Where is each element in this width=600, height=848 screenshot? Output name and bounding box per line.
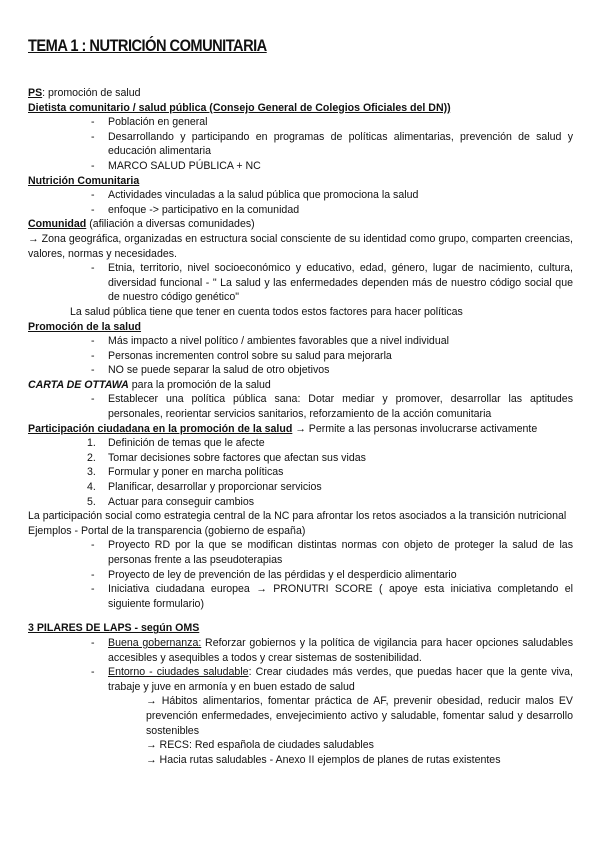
ottawa-line [28,378,573,393]
participacion-text: → Permite a las personas involucrarse activamente [292,422,538,435]
document-title: TEMA 1 : NUTRICIÓN COMUNITARIA [28,36,267,55]
list-item: - Iniciativa ciudadana europea → PRONUTRI SCORE ( apoye esta iniciativa completando el siguiente formulario) [108,582,573,611]
pilares-sub-item: → RECS: Red española de ciudades saludables [146,739,374,752]
comunidad-list [28,261,573,305]
list-item [87,495,573,510]
list-item [108,665,573,694]
pilar-label: Buena gobernanza: [108,636,202,649]
list-item: - Etnia, territorio, nivel socioeconómico y educativo, edad, género, lugar de nacimiento, cultura, diversidad funcional - " La salud y las enfermedades dependen más de nuestro código social que de nuestro código genético" [108,261,573,305]
list-item [87,436,573,451]
step-number: 1. [87,437,96,450]
ps-line [28,86,573,101]
pilares-list [28,636,573,694]
list-item: - Más impacto a nivel político / ambientes favorables que a nivel individual [108,334,573,349]
participacion-steps [28,436,573,509]
pilar-text: Reforzar gobiernos y la política de vigilancia para hacer opciones saludables accesibles y asequibles a todos y crear sistemas de sostenibilidad. [108,636,573,664]
document-page [28,36,573,767]
list-item: - Establecer una política pública sana: Dotar mediar y promover, desarrollar las aptitudes personales, reorientar servicios sanitarios, reforzamiento de la acción comunitaria [108,392,573,421]
participacion-paragraph: La participación social como estrategia central de la NC para afrontar los retos asociados a la transición nutricional [28,510,567,523]
comunidad-definition: → Zona geográfica, organizadas en estructura social consciente de su identidad como grupo, comparten creencias, valores, normas y necesidades. [28,232,573,260]
list-item [108,636,573,665]
pilares-heading: 3 PILARES DE LAPS - según OMS [28,622,200,635]
pilar-text: : Crear ciudades más verdes, que puedas hacer que la gente viva, trabaje y juve en armonía y en buen estado de salud [108,666,573,693]
participacion-line [28,422,573,437]
list-item: - Personas incrementen control sobre su salud para mejorarla [108,349,573,364]
step-number: 5. [87,495,96,508]
pilar-label: Entorno - ciudades saludable [108,666,249,679]
comunidad-heading: Comunidad [28,218,87,231]
list-item: - Actividades vinculadas a la salud pública que promociona la salud [108,188,573,203]
list-item: - Proyecto de ley de prevención de las pérdidas y el desperdicio alimentario [108,568,573,583]
pilares-sub-item: → Hacia rutas saludables - Anexo II ejemplos de planes de rutas existentes [146,753,501,766]
ps-label: PS [28,87,43,99]
promocion-heading: Promoción de la salud [28,320,142,333]
dietista-list [28,115,573,173]
list-item: - enfoque -> participativo en la comunidad [108,203,573,218]
ps-text: : promoción de salud [42,87,141,99]
list-item [87,480,573,495]
comunidad-line [28,217,573,232]
step-text: Planificar, desarrollar y proporcionar servicios [108,481,322,494]
step-text: Definición de temas que le afecte [108,437,265,450]
nutricion-heading: Nutrición Comunitaria [28,174,140,187]
ottawa-list [28,392,573,421]
list-item: - Población en general [108,115,573,130]
list-item: - NO se puede separar la salud de otro objetivos [108,363,573,378]
step-text: Actuar para conseguir cambios [108,495,255,508]
step-text: Formular y poner en marcha políticas [108,466,284,479]
promocion-list [28,334,573,378]
step-text: Tomar decisiones sobre factores que afectan sus vidas [108,451,366,464]
ottawa-text: para la promoción de la salud [128,378,271,391]
list-item: - MARCO SALUD PÚBLICA + NC [108,159,573,174]
list-item [87,465,573,480]
examples-label: Ejemplos - Portal de la transparencia (gobierno de españa) [28,524,306,537]
dietista-heading: Dietista comunitario / salud pública (Consejo General de Colegios Oficiales del DN)) [28,101,451,114]
comunidad-note: (afiliación a diversas comunidades) [86,218,255,231]
step-number: 3. [87,466,96,479]
step-number: 4. [87,481,96,494]
examples-list [28,538,573,611]
step-number: 2. [87,451,96,464]
comunidad-after: La salud pública tiene que tener en cuenta todos estos factores para hacer políticas [70,305,463,318]
list-item: - Desarrollando y participando en programas de políticas alimentarias, prevención de salud y educación alimentaria [108,130,573,159]
list-item: - Proyecto RD por la que se modifican distintas normas con objeto de proteger la salud de las personas frente a las pseudoterapias [108,538,573,567]
pilares-sub-item: → Hábitos alimentarios, fomentar práctica de AF, prevenir obesidad, reducir malos EV prevención enfermedades, envejecimiento activo y saludable, fomentar salud y desarrollo sostenibles [146,695,573,737]
participacion-heading: Participación ciudadana en la promoción de la salud [28,422,293,435]
list-item [87,451,573,466]
nutricion-list [28,188,573,217]
ottawa-heading: CARTA DE OTTAWA [28,378,129,391]
